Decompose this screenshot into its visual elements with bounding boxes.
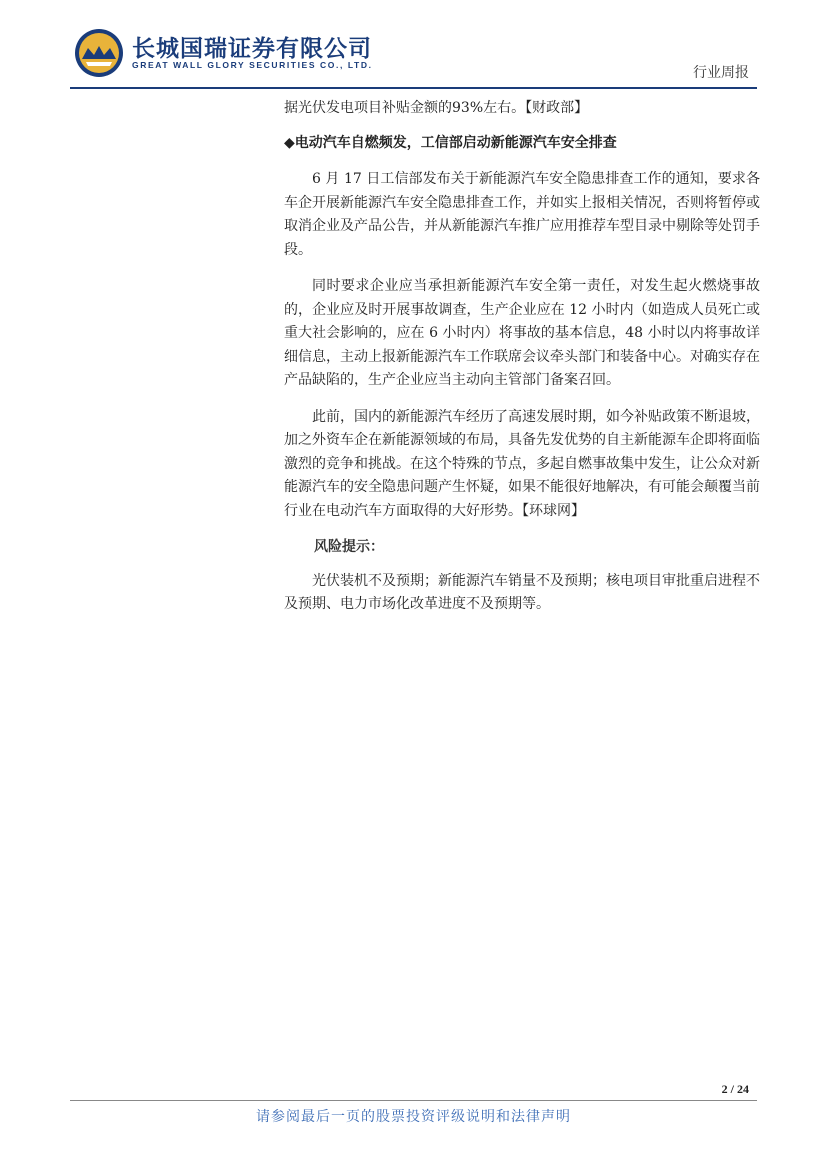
- section-heading: ◆电动汽车自燃频发，工信部启动新能源汽车安全排查: [284, 134, 617, 151]
- page-header: [0, 0, 827, 90]
- lead-paragraph: 据光伏发电项目补贴金额的93%左右。【财政部】: [284, 100, 589, 116]
- report-type-label: 行业周报: [693, 65, 749, 81]
- company-name-en: GREAT WALL GLORY SECURITIES CO., LTD.: [132, 60, 373, 70]
- report-body: [284, 97, 760, 617]
- company-logo-icon: [74, 28, 124, 78]
- risk-heading: 风险提示：: [314, 539, 384, 555]
- header-divider: [70, 87, 757, 89]
- legal-disclaimer-link: 请参阅最后一页的股票投资评级说明和法律声明: [256, 1109, 571, 1125]
- body-paragraph: 此前，国内的新能源汽车经历了高速发展时期，如今补贴政策不断退坡，加之外资车企在新能源领域的布局，具备先发优势的自主新能源车企即将面临激烈的竞争和挑战。在这个特殊的节点，多起自燃事故集中发生，让公众对新能源汽车的安全隐患问题产生怀疑，如果不能很好地解决，有可能会颠覆当前行业在电动汽车方面取得的大好形势。【环球网】: [284, 408, 760, 519]
- footer-divider: [70, 1100, 757, 1101]
- company-name-cn: 长城国瑞证券有限公司: [132, 36, 372, 62]
- body-paragraph: 6 月 17 日工信部发布关于新能源汽车安全隐患排查工作的通知，要求各车企开展新能源汽车安全隐患排查工作，并如实上报相关情况，否则将暂停或取消企业及产品公告，并从新能源汽车推广应用推荐车型目录中剔除等处罚手段。: [284, 171, 760, 258]
- page-number: 2 / 24: [721, 1082, 749, 1096]
- risk-paragraph: 光伏装机不及预期；新能源汽车销量不及预期；核电项目审批重启进程不及预期、电力市场化改革进度不及预期等。: [284, 572, 760, 612]
- body-paragraph: 同时要求企业应当承担新能源汽车安全第一责任，对发生起火燃烧事故的，企业应及时开展事故调查，生产企业应在 12 小时内（如造成人员死亡或重大社会影响的，应在 6 小时内）将事故的基本信息，48 小时以内将事故详细信息，主动上报新能源汽车工作联席会议牵头部门和装备中心。对确实存在产品缺陷的，生产企业应当主动向主管部门备案召回。: [284, 278, 760, 388]
